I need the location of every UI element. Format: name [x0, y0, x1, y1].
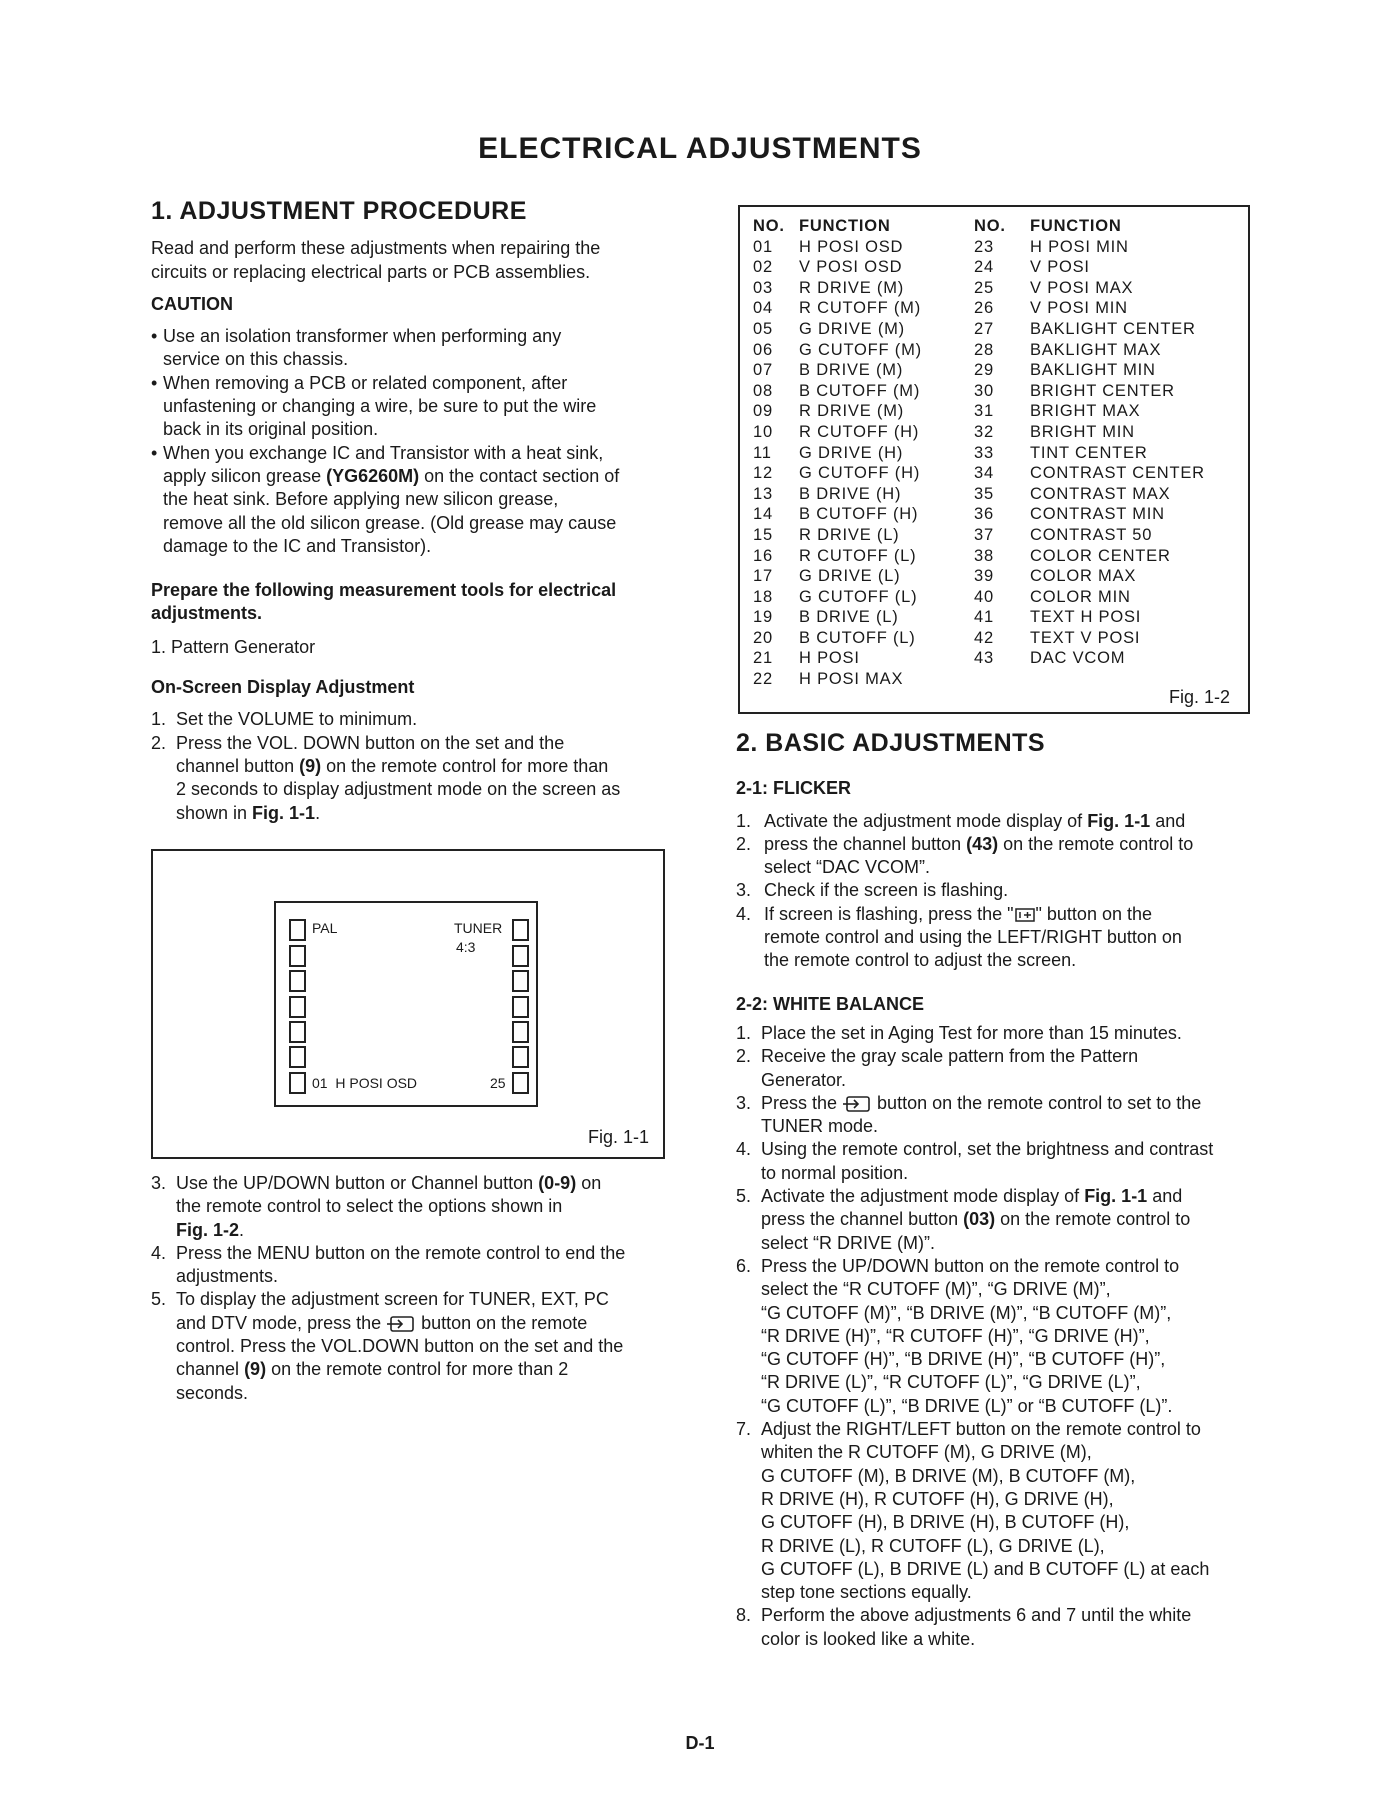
intro-text: Read and perform these adjustments when repairing the circuits or replacing electrical parts or PCB assemblies. [151, 238, 601, 282]
table-row [974, 648, 1205, 669]
osd-pal-label: PAL [312, 920, 338, 936]
table-cell-no: 29 [974, 361, 994, 380]
table-cell-function: TINT CENTER [1030, 443, 1148, 462]
osd-square [512, 919, 529, 941]
list-item: 2. press the channel button (43) on the remote control to select “DAC VCOM”. [736, 833, 1194, 878]
table-cell-function: TEXT H POSI [1030, 608, 1142, 627]
table-row [753, 484, 922, 505]
table-row [974, 587, 1205, 608]
table-cell-function: BRIGHT MAX [1030, 402, 1141, 421]
table-cell-no: 41 [974, 608, 994, 627]
table-row [974, 525, 1205, 546]
table-cell-function: DAC VCOM [1030, 649, 1126, 668]
table-cell-no: 28 [974, 340, 994, 359]
figure-1-2-table [738, 205, 1250, 714]
page-title: ELECTRICAL ADJUSTMENTS [478, 132, 922, 165]
osd-value: 25 [490, 1075, 506, 1091]
list-item: 8. Perform the above adjustments 6 and 7 until the white color is looked like a white. [736, 1605, 1192, 1649]
table-cell-no: 37 [974, 525, 994, 544]
page-number: D-1 [685, 1733, 715, 1753]
table-cell-function: TEXT V POSI [1030, 628, 1141, 647]
table-header: NO. FUNCTION [753, 217, 891, 235]
table-cell-function: COLOR CENTER [1030, 546, 1171, 565]
osd-aspect-label: 4:3 [456, 939, 476, 955]
table-cell-no: 12 [753, 464, 773, 483]
table-cell-no: 07 [753, 361, 773, 380]
osd-tuner-label: TUNER [454, 920, 503, 936]
caution-item: • When you exchange IC and Transistor with a heat sink, apply silicon grease (YG6260M) on the contact section of the heat sink. Before applying new silicon grease, remove all the old silicon grease. (Old grease may cause damage to the IC and Transistor). [151, 442, 671, 558]
table-cell-no: 15 [753, 525, 773, 544]
list-item: 3. Use the UP/DOWN button or Channel button (0-9) on the remote control to select the options shown in Fig. 1-2. [151, 1173, 602, 1240]
table-row [974, 340, 1205, 361]
osd-square [289, 970, 306, 992]
table-cell-function: R DRIVE (L) [799, 525, 900, 544]
table-row [753, 463, 922, 484]
list-item: 5. To display the adjustment screen for TUNER, EXT, PC and DTV mode, press the button on the remote control. Press the VOL.DOWN button on the set and the channel (9) on the remote control for more than 2 seconds. [151, 1289, 624, 1403]
list-item: 3. Press the button on the remote control to set to the TUNER mode. [736, 1092, 1202, 1137]
table-cell-no: 32 [974, 422, 994, 441]
table-cell-function: B DRIVE (L) [799, 608, 899, 627]
table-cell-no: 25 [974, 278, 994, 297]
list-item: 1. Place the set in Aging Test for more than 15 minutes. [736, 1022, 1182, 1043]
list-item: 1. Activate the adjustment mode display of Fig. 1-1 and [736, 810, 1186, 831]
table-cell-no: 04 [753, 299, 773, 318]
table-cell-no: 39 [974, 567, 994, 586]
table-row [974, 319, 1205, 340]
tools-list: 1. Pattern Generator [151, 636, 316, 657]
table-cell-no: 35 [974, 484, 994, 503]
flicker-heading: 2-1: FLICKER [736, 778, 852, 799]
table-row [753, 319, 922, 340]
table-row [753, 381, 922, 402]
table-cell-function: COLOR MAX [1030, 567, 1137, 586]
table-cell-no: 19 [753, 608, 773, 627]
table-cell-function: BAKLIGHT MIN [1030, 361, 1156, 380]
table-cell-function: G CUTOFF (M) [799, 340, 922, 359]
list-item: 6. Press the UP/DOWN button on the remote control to select the “R CUTOFF (M)”, “G DRIVE (M)”, “G CUTOFF (M)”, “B DRIVE (M)”, “B CUTOFF (M)”, “R DRIVE (H)”, “R CUTOFF (H)”, “G DRIVE (H)”, “G CUTOFF (H)”, “B DRIVE (H)”, “B CUTOFF (H)”, “R DRIVE (L)”, “R CUTOFF (L)”, “G DRIVE (L)”, “G CUTOFF (L)”, “B DRIVE (L)” or “B CUTOFF (L)”. [736, 1255, 1180, 1416]
table-cell-no: 24 [974, 258, 994, 277]
table-cell-function: CONTRAST 50 [1030, 525, 1153, 544]
table-row [753, 443, 922, 464]
figure-1-1 [151, 849, 665, 1159]
table-cell-function: V POSI OSD [799, 258, 903, 277]
table-cell-function: H POSI MIN [1030, 237, 1129, 256]
flicker-button-icon [1014, 907, 1036, 923]
caution-item: • Use an isolation transformer when performing any service on this chassis. [151, 325, 671, 372]
table-cell-function: CONTRAST MAX [1030, 484, 1171, 503]
table-cell-function: H POSI [799, 649, 860, 668]
table-row [974, 463, 1205, 484]
table-row [753, 401, 922, 422]
table-row [753, 607, 922, 628]
osd-steps-b [151, 1172, 681, 1405]
section1-heading: 1. ADJUSTMENT PROCEDURE [151, 197, 527, 225]
caution-item: • When removing a PCB or related component, after unfastening or changing a wire, be sure to put the wire back in its original position. [151, 372, 671, 442]
table-cell-no: 09 [753, 402, 773, 421]
table-row [753, 628, 922, 649]
table-cell-function: G DRIVE (L) [799, 567, 901, 586]
table-row [974, 298, 1205, 319]
table-cell-no: 20 [753, 628, 773, 647]
table-cell-function: R CUTOFF (H) [799, 422, 920, 441]
table-row [974, 546, 1205, 567]
figure-caption: Fig. 1-2 [1168, 687, 1230, 707]
table-cell-no: 42 [974, 628, 994, 647]
osd-square [512, 1046, 529, 1068]
table-cell-function: BRIGHT CENTER [1030, 381, 1175, 400]
table-cell-no: 18 [753, 587, 773, 606]
table-row [753, 525, 922, 546]
table-cell-no: 43 [974, 649, 994, 668]
list-item: 3. Check if the screen is flashing. [736, 880, 1009, 901]
table-row [753, 278, 922, 299]
table-row [753, 340, 922, 361]
table-row [753, 298, 922, 319]
osd-square [512, 996, 529, 1018]
table-row [974, 257, 1205, 278]
table-cell-function: G DRIVE (M) [799, 319, 905, 338]
list-item: 5. Activate the adjustment mode display of Fig. 1-1 and press the channel button (03) on the remote control to select “R DRIVE (M)”. [736, 1186, 1191, 1253]
left-column [151, 197, 671, 825]
table-cell-no: 06 [753, 340, 773, 359]
osd-heading: On-Screen Display Adjustment [151, 677, 415, 698]
table-cell-function: V POSI MAX [1030, 278, 1134, 297]
section2-heading: 2. BASIC ADJUSTMENTS [736, 729, 1046, 757]
table-cell-no: 36 [974, 505, 994, 524]
table-cell-no: 05 [753, 319, 773, 338]
table-row [974, 628, 1205, 649]
figure-caption: Fig. 1-1 [587, 1127, 649, 1147]
table-cell-no: 27 [974, 319, 994, 338]
list-item: 2. Receive the gray scale pattern from the Pattern Generator. [736, 1046, 1139, 1090]
table-cell-function: G CUTOFF (H) [799, 464, 921, 483]
table-cell-function: CONTRAST MIN [1030, 505, 1165, 524]
osd-steps-a [151, 708, 671, 824]
table-cell-no: 21 [753, 649, 773, 668]
table-cell-function: R CUTOFF (L) [799, 546, 917, 565]
table-cell-function: H POSI OSD [799, 237, 904, 256]
table-cell-no: 38 [974, 546, 994, 565]
table-row [753, 648, 922, 669]
osd-square [512, 1072, 529, 1094]
flicker-steps [736, 810, 1256, 973]
osd-item-label: 01 H POSI OSD [312, 1075, 418, 1091]
table-cell-function: BAKLIGHT MAX [1030, 340, 1162, 359]
table-row [753, 360, 922, 381]
table-row [753, 237, 922, 258]
white-balance-heading: 2-2: WHITE BALANCE [736, 993, 924, 1014]
table-row [974, 607, 1205, 628]
list-item: 4. Press the MENU button on the remote control to end the adjustments. [151, 1242, 626, 1287]
caution-heading: CAUTION [151, 293, 233, 314]
osd-square [289, 996, 306, 1018]
table-row [974, 504, 1205, 525]
table-cell-no: 13 [753, 484, 773, 503]
table-cell-function: B DRIVE (M) [799, 361, 904, 380]
table-cell-function: R DRIVE (M) [799, 278, 905, 297]
list-item: 4. Using the remote control, set the brightness and contrast to normal position. [736, 1139, 1214, 1183]
table-cell-function: R DRIVE (M) [799, 402, 905, 421]
table-cell-function: B DRIVE (H) [799, 484, 902, 503]
table-right-column [974, 216, 1205, 669]
table-cell-no: 14 [753, 505, 773, 524]
table-header: NO. FUNCTION [974, 217, 1122, 235]
table-left-column [753, 216, 922, 690]
osd-square [289, 1046, 306, 1068]
table-cell-no: 33 [974, 443, 994, 462]
table-cell-function: B CUTOFF (M) [799, 381, 921, 400]
table-cell-no: 03 [753, 278, 773, 297]
table-cell-no: 31 [974, 402, 994, 421]
table-row [974, 237, 1205, 258]
table-cell-no: 16 [753, 546, 773, 565]
table-cell-no: 02 [753, 258, 773, 277]
osd-square [512, 970, 529, 992]
table-cell-no: 11 [753, 443, 772, 462]
table-cell-no: 34 [974, 464, 994, 483]
table-row [974, 566, 1205, 587]
caution-list [151, 325, 671, 558]
list-item: 1. Set the VOLUME to minimum. [151, 709, 418, 730]
table-cell-no: 17 [753, 567, 773, 586]
table-cell-function: BAKLIGHT CENTER [1030, 319, 1196, 338]
table-row [974, 360, 1205, 381]
left-column-lower [151, 1172, 681, 1405]
table-row [974, 484, 1205, 505]
table-row [753, 566, 922, 587]
table-cell-no: 40 [974, 587, 994, 606]
table-row [753, 669, 922, 690]
table-row [753, 422, 922, 443]
osd-square [289, 945, 306, 967]
table-row [974, 278, 1205, 299]
table-row [753, 546, 922, 567]
table-cell-no: 10 [753, 422, 773, 441]
osd-square [289, 919, 306, 941]
osd-square [289, 1021, 306, 1043]
list-item: 4. If screen is flashing, press the " " button on the remote control and using the LEFT/RIGHT button on the remote control to adjust the screen. [736, 903, 1182, 971]
table-cell-function: G CUTOFF (L) [799, 587, 918, 606]
osd-square [512, 945, 529, 967]
table-row [753, 257, 922, 278]
table-row [753, 504, 922, 525]
right-column [736, 729, 1256, 1651]
list-item: 7. Adjust the RIGHT/LEFT button on the remote control to whiten the R CUTOFF (M), G DRIVE (M), G CUTOFF (M), B DRIVE (M), B CUTOFF (M), R DRIVE (H), R CUTOFF (H), G DRIVE (H), G CUTOFF (H), B DRIVE (H), B CUTOFF (H), R DRIVE (L), R CUTOFF (L), G DRIVE (L), G CUTOFF (L), B DRIVE (L) and B CUTOFF (L) at each step tone sections equally. [736, 1419, 1210, 1603]
table-cell-no: 23 [974, 237, 994, 256]
table-cell-no: 01 [753, 237, 773, 256]
table-cell-function: G DRIVE (H) [799, 443, 904, 462]
input-button-icon [386, 1315, 416, 1333]
table-row [974, 401, 1205, 422]
table-row [753, 587, 922, 608]
input-button-icon [842, 1095, 872, 1113]
prepare-heading: Prepare the following measurement tools for electrical adjustments. [151, 580, 617, 624]
table-cell-function: V POSI MIN [1030, 299, 1128, 318]
table-cell-function: B CUTOFF (H) [799, 505, 919, 524]
osd-square [512, 1021, 529, 1043]
table-cell-no: 22 [753, 670, 773, 689]
table-cell-function: CONTRAST CENTER [1030, 464, 1205, 483]
table-cell-function: B CUTOFF (L) [799, 628, 916, 647]
table-row [974, 443, 1205, 464]
white-balance-steps [736, 1022, 1256, 1651]
osd-square [289, 1072, 306, 1094]
table-cell-function: H POSI MAX [799, 670, 904, 689]
table-cell-no: 26 [974, 299, 994, 318]
list-item: 2. Press the VOL. DOWN button on the set and the channel button (9) on the remote control for more than 2 seconds to display adjustment mode on the screen as shown in Fig. 1-1. [151, 732, 621, 823]
table-cell-no: 30 [974, 381, 994, 400]
table-cell-function: R CUTOFF (M) [799, 299, 922, 318]
table-cell-function: V POSI [1030, 258, 1090, 277]
table-row [974, 381, 1205, 402]
table-cell-no: 08 [753, 381, 773, 400]
osd-screen [274, 901, 538, 1107]
table-row [974, 422, 1205, 443]
table-cell-function: COLOR MIN [1030, 587, 1131, 606]
table-cell-function: BRIGHT MIN [1030, 422, 1135, 441]
